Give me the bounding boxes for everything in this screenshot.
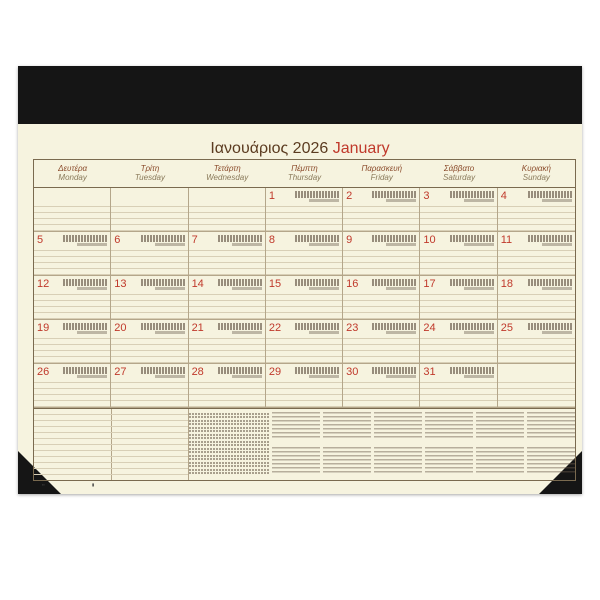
holiday-line: [189, 472, 269, 474]
day-fine-print: [372, 323, 416, 330]
day-number: 20: [114, 322, 127, 334]
day-fine-print: [77, 375, 107, 378]
mini-month-calendar: [323, 446, 371, 479]
holiday-line: [189, 430, 269, 432]
day-cell: [343, 232, 420, 276]
weekday-greek: Πέμπτη: [291, 164, 318, 173]
holiday-line: [189, 420, 269, 422]
day-cell: [420, 188, 497, 232]
day-number: 30: [346, 366, 359, 378]
day-fine-print: [63, 323, 107, 330]
day-number: 12: [37, 278, 50, 290]
day-number: 18: [500, 278, 513, 290]
day-number: 27: [114, 366, 127, 378]
day-fine-print: [464, 287, 494, 290]
day-number: 2: [346, 190, 353, 202]
day-fine-print: [542, 199, 572, 202]
day-fine-print: [77, 331, 107, 334]
title-greek: Ιανουάριος 2026: [210, 140, 329, 157]
weekday-english: Wednesday: [206, 173, 249, 182]
holiday-line: [189, 444, 269, 446]
publisher-logo: ▪▪: [42, 482, 45, 487]
day-fine-print: [386, 375, 416, 378]
day-cell: [34, 320, 111, 364]
day-number: 15: [268, 278, 282, 290]
day-fine-print: [528, 191, 572, 198]
day-number: 5: [37, 234, 44, 246]
notes-area: [34, 409, 112, 480]
mini-month-days: [527, 412, 575, 438]
day-fine-print: [218, 235, 262, 242]
day-fine-print: [386, 243, 416, 246]
mini-month-calendar: [527, 411, 575, 444]
day-cell: [266, 188, 343, 232]
holiday-line: [189, 427, 269, 429]
day-number: 11: [500, 234, 513, 246]
day-fine-print: [386, 199, 416, 202]
day-fine-print: [218, 367, 262, 374]
day-fine-print: [542, 243, 572, 246]
mini-month-calendar: [425, 446, 473, 479]
holiday-line: [189, 458, 269, 460]
empty-day-cell: [34, 188, 111, 232]
day-number: 22: [268, 322, 282, 334]
day-fine-print: [77, 243, 107, 246]
day-fine-print: [450, 235, 494, 242]
day-number: 23: [346, 322, 359, 334]
day-fine-print: [155, 287, 185, 290]
mini-month-calendar: [476, 446, 524, 479]
day-number: 1: [268, 190, 275, 202]
top-band: [18, 66, 582, 124]
day-fine-print: [464, 331, 494, 334]
weekday-english: Monday: [58, 173, 87, 182]
day-fine-print: [295, 323, 339, 330]
day-fine-print: [528, 235, 572, 242]
day-fine-print: [232, 287, 262, 290]
mini-month-days: [425, 447, 473, 473]
mini-month-days: [272, 447, 320, 473]
weekday-greek: Κυριακή: [521, 164, 551, 173]
holiday-line: [189, 469, 269, 471]
mini-month-days: [527, 447, 575, 473]
day-cell: [34, 364, 111, 408]
day-fine-print: [295, 235, 339, 242]
day-fine-print: [450, 191, 494, 198]
day-number: 10: [423, 234, 436, 246]
day-cell: [111, 364, 188, 408]
weekday-english: Sunday: [522, 173, 550, 182]
day-fine-print: [450, 367, 494, 374]
weekday-header: [111, 160, 188, 188]
day-fine-print: [155, 375, 185, 378]
day-cell: [343, 320, 420, 364]
day-cell: [266, 232, 343, 276]
day-fine-print: [542, 331, 572, 334]
day-fine-print: [295, 279, 339, 286]
day-fine-print: [464, 199, 494, 202]
day-fine-print: [450, 323, 494, 330]
day-fine-print: [372, 279, 416, 286]
weekday-greek: Τρίτη: [140, 164, 160, 173]
mini-month-calendar: [374, 411, 422, 444]
weekday-english: Tuesday: [134, 173, 165, 182]
day-fine-print: [386, 287, 416, 290]
day-fine-print: [141, 279, 185, 286]
day-fine-print: [155, 243, 185, 246]
notes-area: [111, 409, 189, 480]
day-number: 9: [346, 234, 353, 246]
day-number: 29: [268, 366, 282, 378]
day-fine-print: [528, 279, 572, 286]
day-cell: [498, 232, 575, 276]
day-number: 7: [191, 234, 198, 246]
day-number: 25: [500, 322, 513, 334]
day-cell: [189, 276, 266, 320]
day-fine-print: [63, 235, 107, 242]
day-fine-print: [295, 191, 339, 198]
mini-month-days: [425, 412, 473, 438]
day-cell: [189, 232, 266, 276]
day-fine-print: [309, 287, 339, 290]
day-fine-print: [232, 243, 262, 246]
day-cell: [266, 320, 343, 364]
day-fine-print: [309, 199, 339, 202]
day-fine-print: [372, 367, 416, 374]
holiday-line: [189, 423, 269, 425]
weekday-header: [34, 160, 111, 188]
day-cell: [343, 364, 420, 408]
day-fine-print: [155, 331, 185, 334]
day-cell: [111, 232, 188, 276]
day-fine-print: [528, 323, 572, 330]
day-cell: [420, 364, 497, 408]
day-cell: [34, 232, 111, 276]
day-cell: [189, 320, 266, 364]
day-fine-print: [232, 375, 262, 378]
day-number: 16: [346, 278, 359, 290]
empty-day-cell: [189, 188, 266, 232]
day-cell: [343, 188, 420, 232]
day-cell: [266, 276, 343, 320]
holiday-line: [189, 455, 269, 457]
day-number: 8: [268, 234, 275, 246]
day-fine-print: [372, 235, 416, 242]
day-fine-print: [372, 191, 416, 198]
mini-month-calendar: [323, 411, 371, 444]
mini-month-days: [374, 412, 422, 438]
day-cell: [498, 276, 575, 320]
day-cell: [111, 320, 188, 364]
mini-month-days: [374, 447, 422, 473]
day-cell: [498, 188, 575, 232]
day-cell: [420, 232, 497, 276]
day-number: 3: [423, 190, 430, 202]
mini-calendars: [272, 411, 575, 479]
day-number: 14: [191, 278, 204, 290]
weekday-english: Friday: [370, 173, 393, 182]
mini-month-calendar: [527, 446, 575, 479]
day-cell: [111, 276, 188, 320]
day-cell: [266, 364, 343, 408]
holiday-line: [189, 462, 269, 464]
calendar-grid: [33, 159, 576, 409]
day-number: 28: [191, 366, 204, 378]
mini-month-calendar: [425, 411, 473, 444]
mini-month-calendar: [272, 446, 320, 479]
day-cell: [343, 276, 420, 320]
day-cell: [420, 276, 497, 320]
holiday-line: [189, 451, 269, 453]
mini-month-days: [272, 412, 320, 438]
day-number: 13: [114, 278, 127, 290]
day-fine-print: [77, 287, 107, 290]
day-number: 26: [37, 366, 50, 378]
brand-mark: ▮: [92, 482, 95, 487]
weekday-greek: Παρασκευή: [361, 164, 403, 173]
holiday-line: [189, 434, 269, 436]
day-fine-print: [63, 367, 107, 374]
weekday-header: [498, 160, 575, 188]
day-fine-print: [141, 235, 185, 242]
day-fine-print: [141, 323, 185, 330]
day-cell: [420, 320, 497, 364]
weekday-english: Thursday: [287, 173, 322, 182]
day-cell: [189, 364, 266, 408]
day-fine-print: [309, 375, 339, 378]
day-cell: [34, 276, 111, 320]
holiday-line: [189, 437, 269, 439]
day-fine-print: [464, 375, 494, 378]
day-number: 31: [423, 366, 436, 378]
mini-month-days: [323, 447, 371, 473]
day-number: 19: [37, 322, 50, 334]
weekday-greek: Σάββατο: [443, 164, 475, 173]
day-fine-print: [141, 367, 185, 374]
day-fine-print: [450, 279, 494, 286]
empty-day-cell: [111, 188, 188, 232]
holiday-list: [189, 411, 269, 477]
day-fine-print: [309, 243, 339, 246]
day-fine-print: [218, 279, 262, 286]
holiday-line: [189, 465, 269, 467]
weekday-greek: Δευτέρα: [58, 164, 88, 173]
bottom-strip: [33, 409, 576, 481]
holiday-line: [189, 441, 269, 443]
weekday-header: [420, 160, 497, 188]
day-fine-print: [63, 279, 107, 286]
empty-day-cell: [498, 364, 575, 408]
day-number: 24: [423, 322, 436, 334]
weekday-greek: Τετάρτη: [213, 164, 241, 173]
holiday-line: [189, 416, 269, 418]
mini-month-days: [476, 412, 524, 438]
day-number: 4: [500, 190, 507, 202]
holiday-line: [189, 413, 269, 415]
day-number: 21: [191, 322, 204, 334]
weekday-english: Saturday: [443, 173, 476, 182]
weekday-header: [189, 160, 266, 188]
day-fine-print: [309, 331, 339, 334]
title-english: January: [332, 140, 390, 157]
holiday-line: [189, 448, 269, 450]
weekday-header: [266, 160, 343, 188]
day-number: 6: [114, 234, 121, 246]
page-title: [0, 140, 600, 158]
day-fine-print: [386, 331, 416, 334]
day-fine-print: [464, 243, 494, 246]
day-cell: [498, 320, 575, 364]
mini-month-calendar: [272, 411, 320, 444]
mini-month-calendar: [476, 411, 524, 444]
mini-month-days: [476, 447, 524, 473]
day-fine-print: [295, 367, 339, 374]
day-fine-print: [218, 323, 262, 330]
mini-month-days: [323, 412, 371, 438]
day-fine-print: [232, 331, 262, 334]
day-number: 17: [423, 278, 436, 290]
mini-month-calendar: [374, 446, 422, 479]
day-fine-print: [542, 287, 572, 290]
weekday-header: [343, 160, 420, 188]
